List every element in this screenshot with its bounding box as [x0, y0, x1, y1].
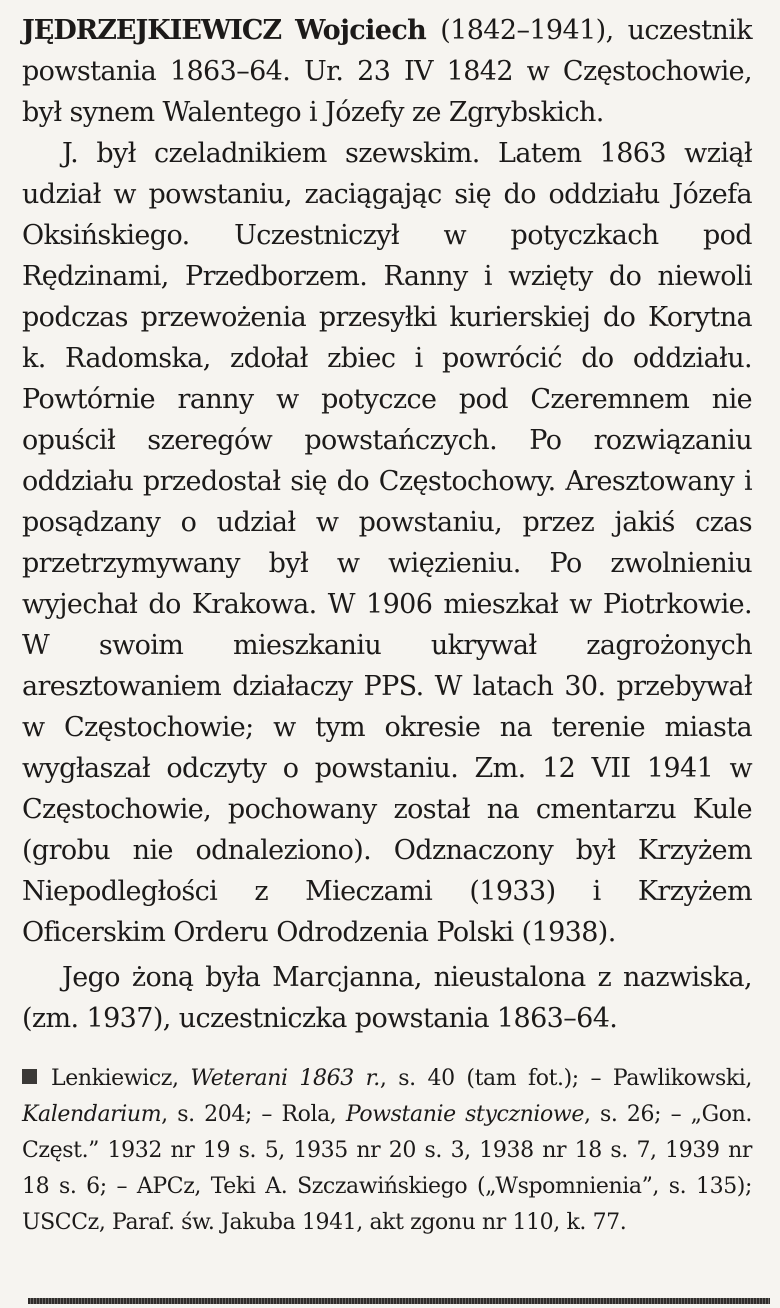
source-text-1: Lenkiewicz, — [51, 1066, 191, 1091]
source-title-weterani: Weterani 1863 r. — [190, 1066, 380, 1091]
sources-bibliography — [22, 1061, 752, 1241]
spouse-paragraph: Jego żoną była Marcjanna, nieustalona z nazwiska, (zm. 1937), uczestniczka powstania 1863–64. — [22, 962, 752, 1034]
sources-square-marker-icon — [22, 1069, 37, 1084]
source-text-3: , s. 204; – Rola, — [161, 1102, 346, 1127]
biography-paragraph: J. był czeladnikiem szewskim. Latem 1863 wziął udział w powstaniu, zaciągając się do oddziału Józefa Oksińskiego. Uczestniczył w potyczkach pod Rędzinami, Przedborzem. Ranny i wzięty do niewoli podczas przewożenia przesyłki kurierskiej do Korytna k. Radomska, zdołał zbiec i powrócić do oddziału. Powtórnie ranny w potyczce pod Czeremnem nie opuścił szeregów powstańczych. Po rozwiązaniu oddziału przedostał się do Częstochowy. Aresztowany i posądzany o udział w powstaniu, przez jakiś czas przetrzymywany był w więzieniu. Po zwolnieniu wyjechał do Krakowa. W 1906 mieszkał w Piotrkowie. W swoim mieszkaniu ukrywał zagrożonych aresztowaniem działaczy PPS. W latach 30. przebywał w Częstochowie; w tym okresie na terenie miasta wygłaszał odczyty o powstaniu. Zm. 12 VII 1941 w Częstochowie, pochowany został na cmentarzu Kule (grobu nie odnaleziono). Odznaczony był Krzyżem Niepodległości z Mieczami (1933) i Krzyżem Oficerskim Orderu Odrodzenia Polski (1938). — [22, 138, 752, 948]
entry-intro-text: (1842–1941), uczestnik powstania 1863–64. Ur. 23 IV 1842 w Częstochowie, był synem Walentego i Józefy ze Zgrybskich. — [22, 15, 753, 128]
source-text-2: , s. 40 (tam fot.); – Pawlikowski, — [379, 1066, 753, 1091]
entry-given-name: Wojciech — [295, 15, 427, 46]
biography-entry — [22, 10, 752, 1241]
entry-intro — [22, 10, 752, 133]
bottom-divider-rule — [28, 1298, 770, 1304]
source-title-powstanie: Powstanie styczniowe — [345, 1102, 584, 1127]
source-title-kalendarium: Kalendarium — [22, 1102, 162, 1127]
source-text-4: , s. 26; – „Gon. Częst.” 1932 nr 19 s. 5, 1935 nr 20 s. 3, 1938 nr 18 s. 7, 1939 nr 18 s. 6; – APCz, Teki A. Szczawińskiego („Wspomnienia”, s. 135); USCCz, Paraf. św. Jakuba 1941, akt zgonu nr 110, k. 77. — [22, 1102, 753, 1235]
entry-headword: JĘDRZEJKIEWICZ — [22, 15, 282, 46]
